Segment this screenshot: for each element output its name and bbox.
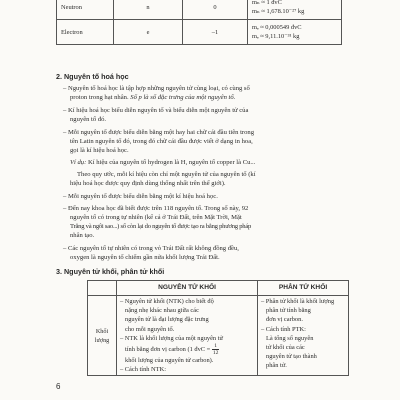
page-number: 6 — [56, 382, 61, 391]
paragraph-line: Trăng và ngôi sao...) số còn lại do nguyên tố được tạo ra bằng phương pháp — [70, 223, 252, 230]
row-label: Khối lượng — [88, 296, 117, 376]
paragraph-line: proton trong hạt nhân. Số p là số đặc trưng của một nguyên tố. — [70, 94, 236, 101]
paragraph-line: hiệu hoá học được quy định dùng thống nhất trên thế giới). — [70, 180, 226, 187]
paragraph-line: – Các nguyên tố tự nhiên có trong vỏ Trái Đất rất không đồng đều, — [63, 245, 239, 252]
paragraph-line: tên Latin nguyên tố đó, trong đó chữ cái đầu được viết ở dạng in hoa, — [70, 138, 253, 145]
paragraph-line: gọi là kí hiệu hoá học. — [70, 147, 129, 154]
example-line: Ví dụ: Kí hiệu của nguyên tố hydrogen là H, nguyên tố copper là Cu... — [70, 159, 256, 166]
column-header: PHÂN TỬ KHỐI — [258, 281, 349, 296]
section-heading: 2. Nguyên tố hoá học — [56, 72, 129, 81]
paragraph-line: oxygen là nguyên tố chiếm gần nửa khối lượng Trái Đất. — [70, 254, 220, 261]
column-header: NGUYÊN TỬ KHỐI — [117, 281, 258, 296]
paragraph-line: – Kí hiệu hoá học biểu diễn nguyên tố và biểu diễn một nguyên tử của — [63, 107, 249, 114]
particle-symbol: n — [114, 0, 183, 20]
paragraph-line: – Mỗi nguyên tố được biểu diễn bằng một kí hiệu hoá học. — [63, 193, 218, 200]
paragraph-line: – Đến nay khoa học đã biết được trên 118 nguyên tố. Trong số này, 92 — [63, 205, 249, 212]
table-row — [57, 20, 342, 45]
corner-cell — [88, 281, 117, 296]
paragraph-line: nhân tạo. — [70, 232, 95, 239]
particle-mass: mₙ ≈ 1 đvC mₙ ≈ 1,678.10⁻²⁷ kg — [248, 0, 342, 20]
paragraph-line: nguyên tố đó. — [70, 116, 107, 123]
paragraph-line: – Mỗi nguyên tố được biểu diễn bằng một hay hai chữ cái đầu tiên trong — [63, 129, 255, 136]
molecular-mass-cell: – Phân tử khối là khối lượng phân tử tính bằng đơn vị carbon. – Cách tính PTK: Là tổng số nguyên tử khối của các nguyên tử tạo thành phân tử. — [258, 296, 349, 376]
particle-name: Electron — [57, 20, 114, 45]
particle-mass: mₑ ≈ 0,000549 đvC mₑ ≈ 9,11.10⁻³¹ kg — [248, 20, 342, 45]
paragraph-line: Theo quy ước, mỗi kí hiệu còn chỉ một nguyên tử của nguyên tố (kí — [77, 171, 256, 178]
particle-symbol: e — [114, 20, 183, 45]
section-heading: 3. Nguyên tử khối, phân tử khối — [56, 267, 165, 276]
particle-charge: 0 — [183, 0, 248, 20]
particle-name: Neutron — [57, 0, 114, 20]
particle-table — [56, 0, 342, 45]
table-header-row — [88, 281, 349, 296]
paragraph-line: – Nguyên tố hoá học là tập hợp những nguyên tử cùng loại, có cùng số — [63, 85, 250, 92]
particle-charge: –1 — [183, 20, 248, 45]
atomic-mass-cell: – Nguyên tử khối (NTK) cho biết độ nặng nhẹ khác nhau giữa các nguyên tử là đại lượng đặc trưng cho mỗi nguyên tố. – NTK là khối lượng của một nguyên tử tính bằng đơn vị carbon (1 đvC = $\frac{1}{12}$ khối lượng của nguyên tử carbon). – Cách tính NTK: — [117, 296, 258, 376]
fraction: $\frac{1}{12}$ — [212, 343, 219, 357]
table-row — [57, 0, 342, 20]
paragraph-line: nguyên tố có trong tự nhiên (kể cả ở Trái Đất, trên Mặt Trời, Mặt — [70, 214, 242, 221]
mass-table — [87, 280, 349, 376]
table-row — [88, 296, 349, 376]
